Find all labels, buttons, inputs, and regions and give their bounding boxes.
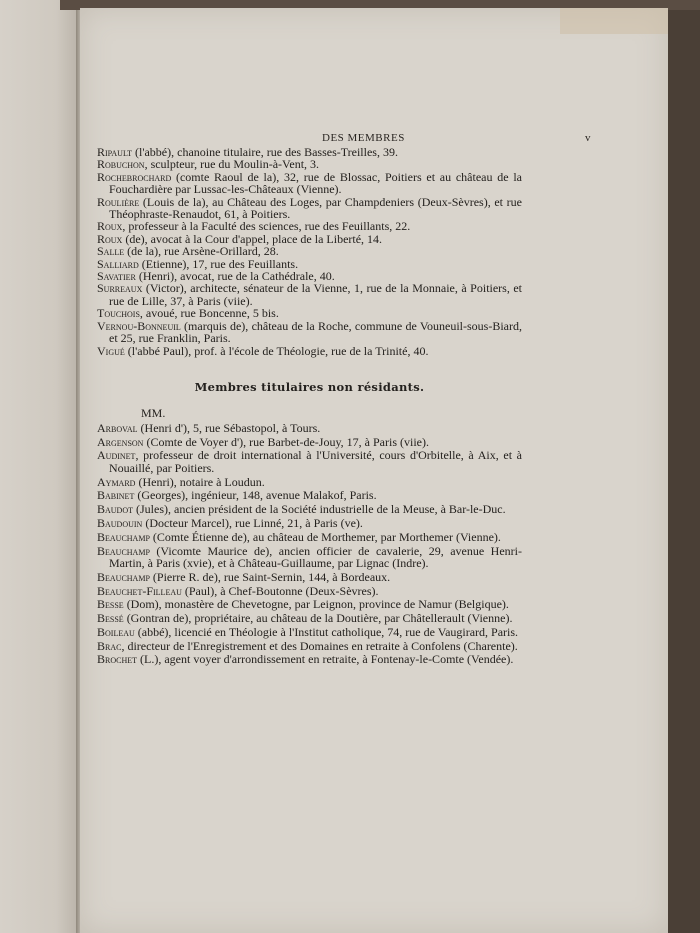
salutation: MM. (141, 406, 166, 421)
section-title: Membres titulaires non résidants. (194, 379, 425, 394)
running-head-title: DES MEMBRES (322, 132, 405, 144)
member-name: Robuchon (97, 157, 145, 172)
member-entry (97, 345, 522, 357)
member-name: Touchois (97, 306, 140, 321)
member-details: (Henri), avocat, rue de la Cathédrale, 40. (135, 269, 335, 284)
member-name: Salliard (97, 256, 139, 271)
member-details: (Victor), architecte, sénateur de la Vienne, 1, rue de la Monnaie, à Poitiers, et rue de Lille, 37, à Paris (viie). (109, 281, 522, 308)
page-number: v (585, 132, 591, 144)
member-details: , directeur de l'Enregistrement et des Domaines en retraite à Confolens (Charente). (121, 638, 518, 653)
non-resident-members (97, 422, 522, 666)
member-details: (Pierre R. de), rue Saint-Sernin, 144, à Bordeaux. (149, 569, 391, 584)
member-entry (97, 653, 522, 665)
member-entry (97, 436, 522, 448)
member-entry (97, 545, 522, 570)
member-details: , sculpteur, rue du Moulin-à-Vent, 3. (144, 157, 320, 172)
member-details: (Comte de Voyer d'), rue Barbet-de-Jouy, 17, à Paris (viie). (143, 434, 429, 449)
member-details: (Gontran de), propriétaire, au château de la Doutière, par Châtellerault (Vienne). (123, 611, 513, 626)
member-details: (de la), rue Arsène-Orillard, 28. (124, 244, 279, 259)
member-name: Brochet (97, 652, 138, 667)
member-name: Beauchamp (97, 543, 150, 558)
member-details: (marquis de), château de la Roche, commune de Vouneuil-sous-Biard, et 25, rue Franklin, Paris. (109, 318, 522, 346)
member-entry (97, 598, 522, 610)
member-details: (l'abbé Paul), prof. à l'école de Théologie, rue de la Trinité, 40. (124, 343, 429, 358)
member-name: Vigué (97, 343, 125, 358)
member-details: (Georges), ingénieur, 148, avenue Malakof, Paris. (134, 488, 377, 503)
member-entry (97, 489, 522, 501)
member-name: Aymard (97, 474, 136, 489)
member-name: Beauchet-Filleau (97, 583, 182, 598)
member-name: Roulière (97, 194, 140, 209)
previous-page-edge (0, 0, 80, 933)
member-entry (97, 320, 522, 345)
member-details: (Henri d'), 5, rue Sébastopol, à Tours. (137, 420, 321, 435)
member-entry (97, 640, 522, 652)
member-entry (97, 476, 522, 488)
member-entry (97, 517, 522, 529)
member-list (97, 146, 522, 667)
member-name: Rochebrochard (97, 169, 172, 184)
member-entry (97, 196, 522, 221)
member-name: Vernou-Bonneuil (97, 318, 181, 333)
member-details: (Paul), à Chef-Boutonne (Deux-Sèvres). (181, 583, 379, 598)
member-entry (97, 571, 522, 583)
member-name: Babinet (97, 488, 135, 503)
member-details: , professeur de droit international à l'Université, cours d'Orbitelle, à Aix, et à Nouaillé, par Poitiers. (109, 448, 522, 475)
member-details: (de), avocat à la Cour d'appel, place de la Liberté, 14. (122, 231, 383, 246)
member-details: (Louis de la), au Château des Loges, par Champdeniers (Deux-Sèvres), et rue Théophraste-Renaudot, 61, à Poitiers. (109, 194, 522, 222)
member-name: Audinet (97, 448, 136, 463)
member-name: Savatier (97, 269, 136, 284)
member-name: Brac (97, 638, 122, 653)
member-name: Arboval (97, 420, 138, 435)
member-entry (97, 531, 522, 543)
member-details: (Docteur Marcel), rue Linné, 21, à Paris (ve). (142, 515, 363, 530)
member-name: Argenson (97, 434, 144, 449)
member-details: (Comte Étienne de), au château de Morthemer, par Morthemer (Vienne). (149, 529, 501, 544)
member-details: , avoué, rue Boncenne, 5 bis. (139, 306, 279, 321)
member-name: Surreaux (97, 281, 143, 296)
member-entry (97, 626, 522, 638)
member-name: Beauchamp (97, 569, 150, 584)
member-details: (Henri), notaire à Loudun. (135, 474, 265, 489)
member-entry (97, 171, 522, 196)
member-entry (97, 612, 522, 624)
member-name: Salle (97, 244, 125, 259)
member-entry (97, 449, 522, 474)
member-details: (L.), agent voyer d'arrondissement en retraite, à Fontenay-le-Comte (Vendée). (137, 652, 514, 667)
member-name: Ripault (97, 145, 132, 159)
member-name: Besse (97, 597, 124, 612)
member-details: , professeur à la Faculté des sciences, rue des Feuillants, 22. (122, 219, 411, 234)
paper-stain (560, 8, 668, 34)
member-entry (97, 422, 522, 434)
member-details: (Jules), ancien président de la Société industrielle de la Meuse, à Bar-le-Duc. (133, 502, 506, 517)
member-details: (Dom), monastère de Chevetogne, par Leignon, province de Namur (Belgique). (123, 597, 509, 612)
member-entry (97, 585, 522, 597)
member-name: Roux (97, 219, 123, 234)
resident-members (97, 146, 522, 357)
member-name: Beauchamp (97, 529, 150, 544)
member-details: (Vicomte Maurice de), ancien officier de cavalerie, 29, avenue Henri-Martin, à Paris (xvie), et à Château-Guillaume, par Lignac (Indre). (109, 543, 522, 570)
member-name: Roux (97, 231, 123, 246)
member-details: (Etienne), 17, rue des Feuillants. (138, 256, 299, 271)
member-name: Boileau (97, 624, 135, 639)
member-details: (l'abbé), chanoine titulaire, rue des Basses-Treilles, 39. (131, 145, 398, 159)
member-details: (comte Raoul de la), 32, rue de Blossac, Poitiers et au château de la Fouchardière par Lussac-les-Châteaux (Vienne). (109, 169, 522, 197)
member-entry (97, 282, 522, 307)
member-name: Baudot (97, 502, 133, 517)
member-details: (abbé), licencié en Théologie à l'Institut catholique, 74, rue de Vaugirard, Paris. (134, 624, 519, 639)
member-name: Bessé (97, 611, 124, 626)
member-name: Baudouin (97, 515, 143, 530)
member-entry (97, 503, 522, 515)
